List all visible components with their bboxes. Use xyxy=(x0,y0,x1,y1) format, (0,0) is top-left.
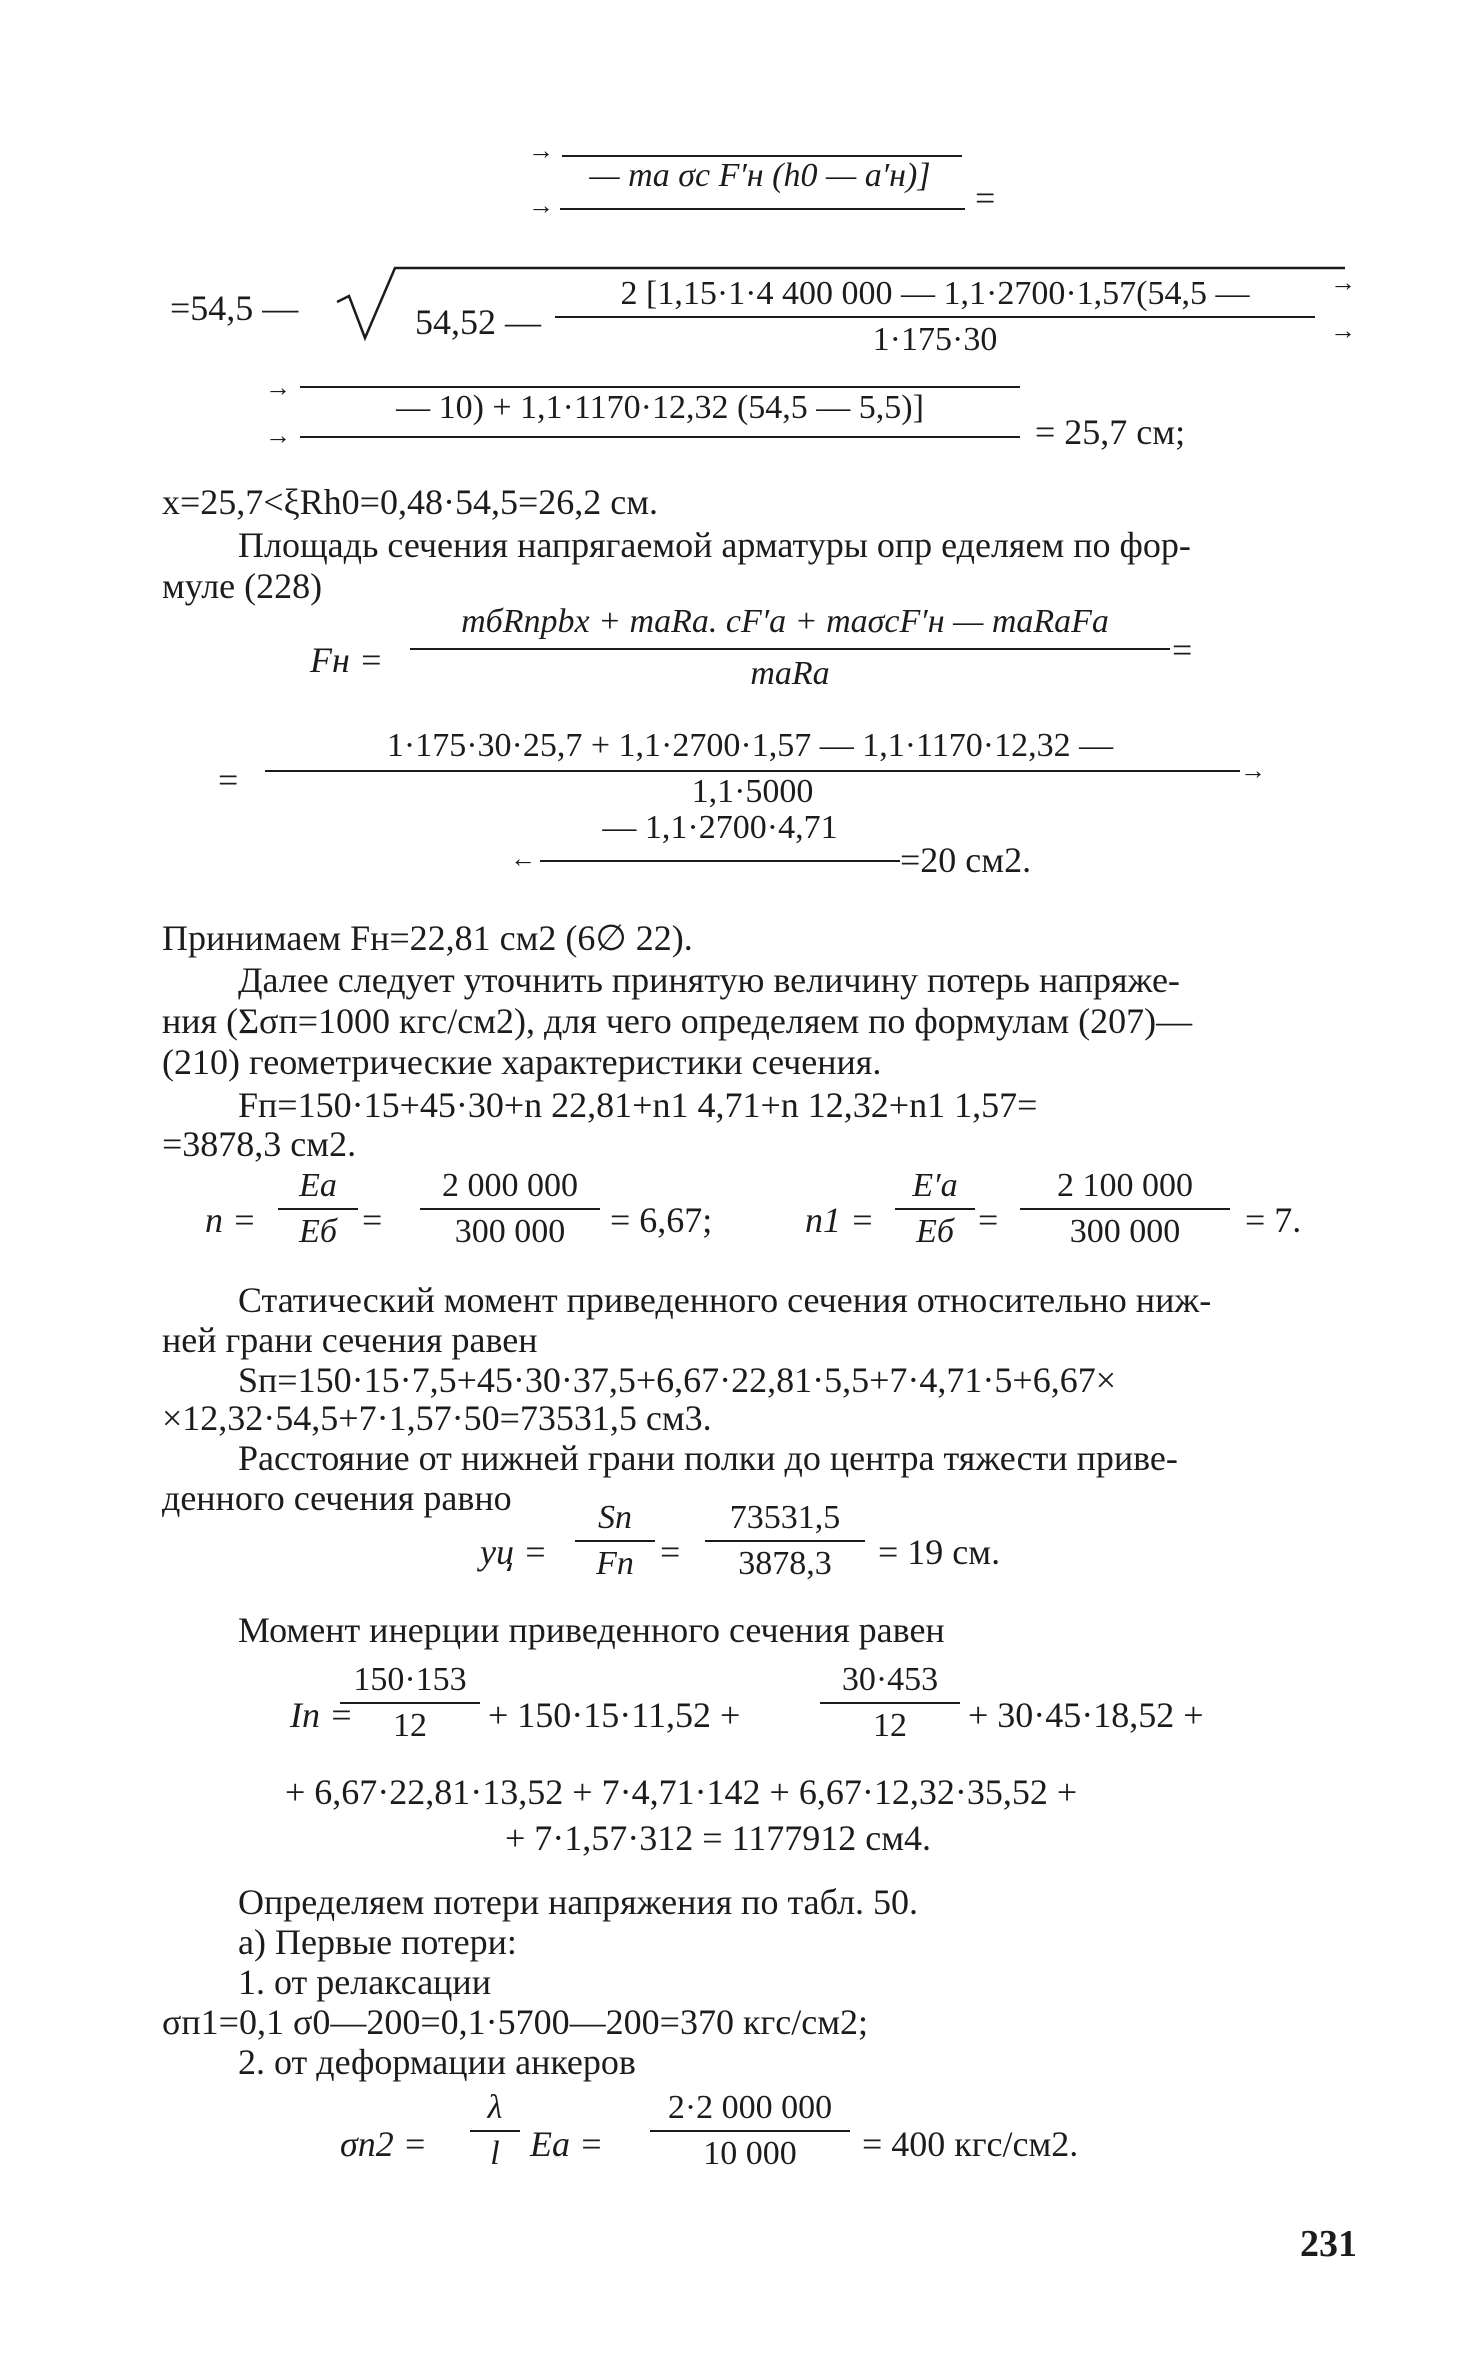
formula1-prefix: =54,5 — xyxy=(170,288,299,328)
x-check-line: x=25,7<ξRh0=0,48·54,5=26,2 см. xyxy=(162,482,659,522)
arrow-right: → xyxy=(1240,756,1266,785)
equals-sign: = xyxy=(978,1200,999,1240)
fraction-bar xyxy=(1020,1208,1230,1210)
fn2-denominator: 1,1·5000 xyxy=(691,773,814,810)
n1-v2-denom: 300 000 xyxy=(1069,1213,1181,1250)
fraction-bar xyxy=(420,1208,600,1210)
para-losses-line-1: Далее следует уточнить принятую величину потерь напряже- xyxy=(238,960,1180,1000)
fraction-bar xyxy=(555,316,1315,318)
sp2-l: l xyxy=(490,2135,500,2172)
ip-f1-numer: 150·153 xyxy=(353,1661,467,1698)
arrow-left: ← xyxy=(510,844,536,873)
fraction-bar xyxy=(540,860,900,862)
sp2-lhs: σп2 = xyxy=(340,2124,428,2164)
n-v1-denom: 300 000 xyxy=(454,1213,566,1250)
equals-sign: = xyxy=(218,760,239,800)
arrow-right: → xyxy=(1330,316,1356,345)
sp2-lambda: λ xyxy=(487,2089,503,2126)
sp-line-1: Sп=150·15·7,5+45·30·37,5+6,67·22,81·5,5+7·4,71·5+6,67× xyxy=(238,1360,1117,1400)
fn-numerator: mбRпрbx + maRa. cF′a + maσсF′н — maRaFa xyxy=(461,603,1109,640)
arrow-right: → xyxy=(1330,268,1356,297)
ip-f1-denom: 12 xyxy=(393,1707,427,1744)
fraction-bar xyxy=(300,436,1020,438)
n-lhs: n = xyxy=(205,1200,257,1240)
para-losses-line-2: ния (Σσп=1000 кгс/см2), для чего определяем по формулам (207)— xyxy=(162,1001,1193,1041)
ip-f2-numer: 30·453 xyxy=(841,1661,939,1698)
n1-ea: E′a xyxy=(912,1167,958,1204)
ip-f2-denom: 12 xyxy=(873,1707,907,1744)
sp2-vd: 10 000 xyxy=(703,2135,797,2172)
equals-sign: = xyxy=(975,178,996,218)
sqrt-term: 54,52 — xyxy=(415,302,541,342)
fraction-bar xyxy=(340,1702,480,1704)
sp2-vn: 2·2 000 000 xyxy=(667,2089,833,2126)
yc-sn: Sп xyxy=(598,1499,632,1536)
fn2-numerator: 1·175·30·25,7 + 1,1·2700·1,57 — 1,1·1170·12,32 — xyxy=(386,727,1114,764)
fraction-bar xyxy=(560,208,965,210)
fn-denominator: maRa xyxy=(750,655,830,692)
para-area-line-2: муле (228) xyxy=(162,566,323,606)
yc-result: = 19 см. xyxy=(878,1532,1001,1572)
fraction-bar xyxy=(470,2130,520,2132)
ip-mid: + 150·15·11,52 + xyxy=(488,1695,741,1735)
equals-sign: = xyxy=(660,1532,681,1572)
fn3-numerator: — 1,1·2700·4,71 xyxy=(602,809,838,846)
accept-line: Принимаем Fн=22,81 см2 (6∅ 22). xyxy=(162,918,693,958)
formula1-top-numer: — ma σс F′н (h0 — a′н)] xyxy=(589,157,931,194)
fraction-bar xyxy=(278,1208,358,1210)
ip-end: + 30·45·18,52 + xyxy=(968,1695,1204,1735)
sp-line-2: ×12,32·54,5+7·1,57·50=73531,5 см3. xyxy=(162,1398,712,1438)
fraction-bar xyxy=(575,1540,655,1542)
ip-line-2: + 6,67·22,81·13,52 + 7·4,71·142 + 6,67·12,32·35,52 + xyxy=(285,1772,1078,1812)
n-v1-numer: 2 000 000 xyxy=(442,1167,578,1204)
fraction-bar xyxy=(410,648,1170,650)
n1-eb: Eб xyxy=(916,1213,954,1250)
para-distance-line-2: денного сечения равно xyxy=(162,1478,512,1518)
ip-lhs: Iп = xyxy=(290,1695,354,1735)
sqrt-numerator: 2 [1,15·1·4 400 000 — 1,1·2700·1,57(54,5 — xyxy=(620,275,1250,312)
arrow-left: → xyxy=(265,373,291,402)
yc-vd: 3878,3 xyxy=(738,1545,832,1582)
losses-line-5: 2. от деформации анкеров xyxy=(238,2042,636,2082)
arrow-left-mid: → xyxy=(528,191,554,220)
para-area-line-1: Площадь сечения напрягаемой арматуры опр еделяем по фор- xyxy=(238,525,1191,565)
fraction-bar xyxy=(820,1702,960,1704)
para-static-line-1: Статический момент приведенного сечения относительно ниж- xyxy=(238,1280,1212,1320)
losses-line-3: 1. от релаксации xyxy=(238,1962,491,2002)
ip-line-3: + 7·1,57·312 = 1177912 см4. xyxy=(505,1818,932,1858)
fraction-bar xyxy=(895,1208,975,1210)
sqrt-denominator: 1·175·30 xyxy=(872,321,998,358)
fp-line-2: =3878,3 см2. xyxy=(162,1124,357,1164)
para-distance-line-1: Расстояние от нижней грани полки до центра тяжести приве- xyxy=(238,1438,1178,1478)
sp2-ea: Ea = xyxy=(530,2124,604,2164)
fn-result: =20 см2. xyxy=(900,840,1032,880)
para-losses-line-3: (210) геометрические характеристики сечения. xyxy=(162,1042,882,1082)
arrow-left: → xyxy=(265,421,291,450)
overline xyxy=(300,386,1020,388)
n-ea: Ea xyxy=(299,1167,337,1204)
cont-numerator: — 10) + 1,1·1170·12,32 (54,5 — 5,5)] xyxy=(396,389,924,426)
fn-lhs: Fн = xyxy=(310,640,384,680)
fp-line-1: Fп=150·15+45·30+n 22,81+n1 4,71+n 12,32+n1 1,57= xyxy=(238,1085,1038,1125)
n-r1: = 6,67; xyxy=(610,1200,713,1240)
yc-fn: Fп xyxy=(596,1545,634,1582)
sp2-result: = 400 кгс/см2. xyxy=(862,2124,1079,2164)
page-number: 231 xyxy=(1300,2223,1357,2265)
arrow-left-top: → xyxy=(528,136,554,165)
yc-lhs: yц = xyxy=(480,1532,548,1572)
formula1-result: = 25,7 см; xyxy=(1035,412,1186,452)
fraction-bar xyxy=(265,770,1240,772)
losses-line-4: σп1=0,1 σ0—200=0,1·5700—200=370 кгс/см2; xyxy=(162,2002,868,2042)
equals-sign: = xyxy=(362,1200,383,1240)
n-eb: Eб xyxy=(299,1213,337,1250)
fraction-bar xyxy=(650,2130,850,2132)
losses-line-1: Определяем потери напряжения по табл. 50. xyxy=(238,1882,918,1922)
fraction-bar xyxy=(705,1540,865,1542)
yc-vn: 73531,5 xyxy=(729,1499,841,1536)
n1-v2-numer: 2 100 000 xyxy=(1057,1167,1193,1204)
equals-sign: = xyxy=(1172,630,1193,670)
losses-line-2: а) Первые потери: xyxy=(238,1922,517,1962)
n1-r2: = 7. xyxy=(1245,1200,1302,1240)
n1-lhs: n1 = xyxy=(805,1200,875,1240)
para-inertia: Момент инерции приведенного сечения равен xyxy=(238,1610,945,1650)
para-static-line-2: ней грани сечения равен xyxy=(162,1320,538,1360)
